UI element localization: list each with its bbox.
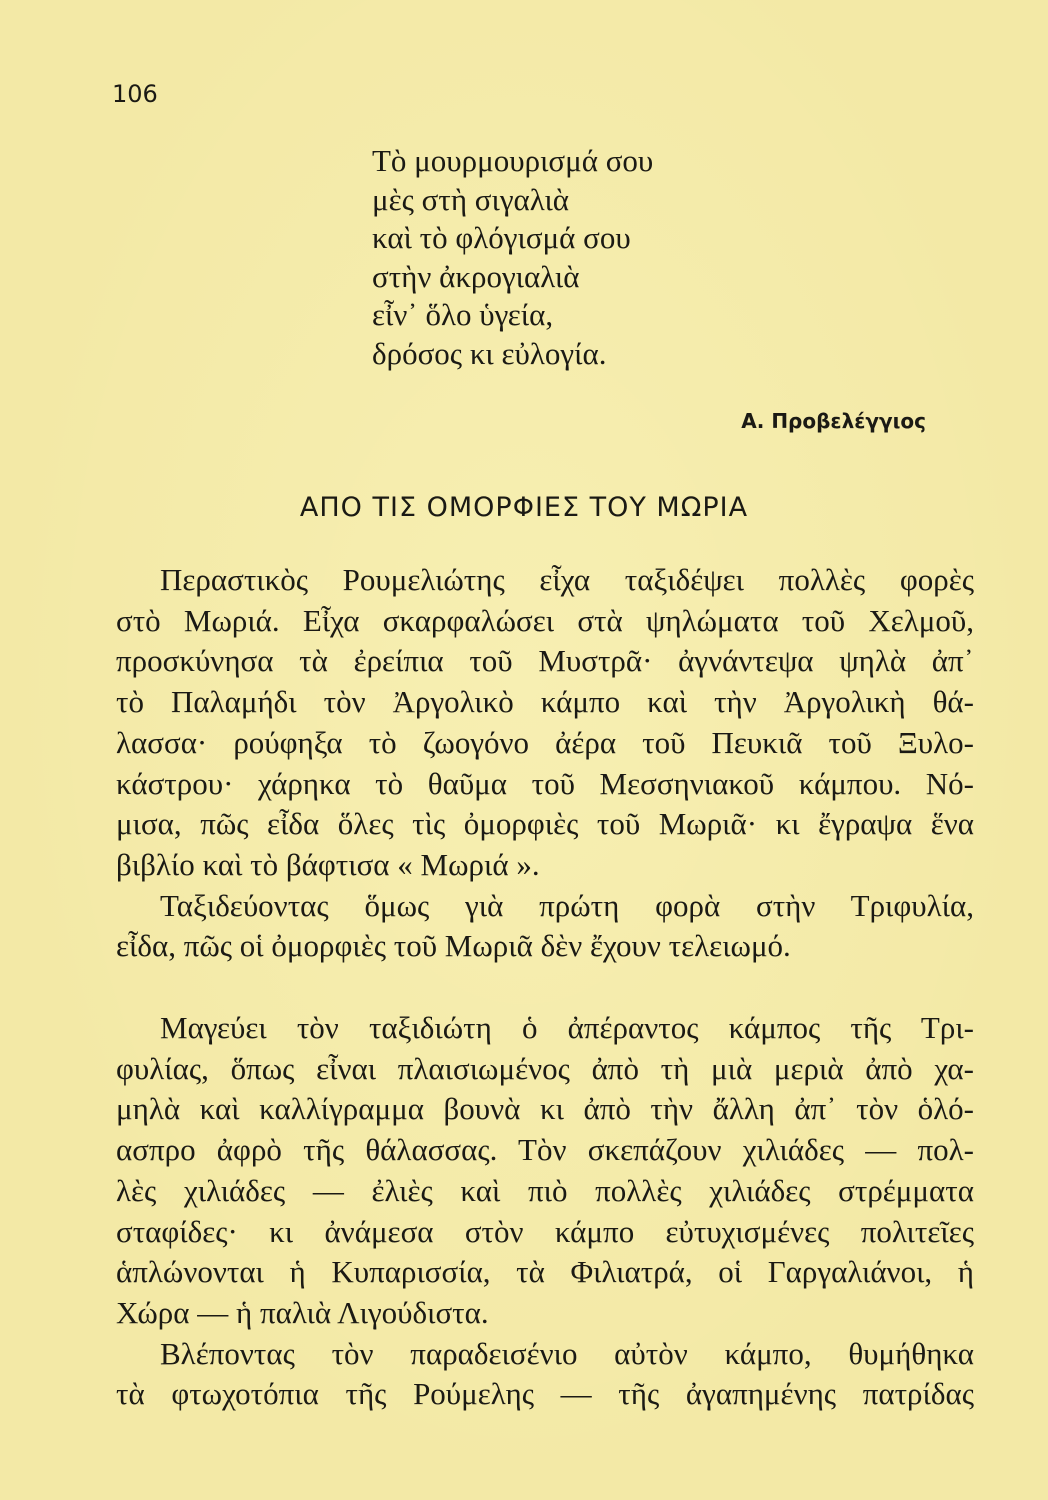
prose-line: βιβλίο καὶ τὸ βάφτισα « Μωριά ». xyxy=(116,846,540,882)
prose-paragraph-group-2 xyxy=(116,1008,974,1415)
prose-line: φυλίας, ὅπως εἶναι πλαισιωμένος ἀπὸ τὴ μιὰ μεριὰ ἀπὸ χα- xyxy=(116,1050,974,1086)
poem-line: καὶ τὸ φλόγισμά σου xyxy=(372,220,631,256)
prose-line: λασσα· ρούφηξα τὸ ζωογόνο ἀέρα τοῦ Πευκιᾶ τοῦ Ξυλο- xyxy=(116,724,974,760)
prose-line: προσκύνησα τὰ ἐρείπια τοῦ Μυστρᾶ· ἀγνάντεψα ψηλὰ ἀπ᾽ xyxy=(116,643,974,679)
prose-line: τὰ φτωχοτόπια τῆς Ρούμελης — τῆς ἀγαπημένης πατρίδας xyxy=(116,1376,974,1412)
prose-line: Περαστικὸς Ρουμελιώτης εἶχα ταξιδέψει πολλὲς φορὲς xyxy=(160,562,974,597)
poem xyxy=(372,142,653,374)
prose-line: στὸ Μωριά. Εἶχα σκαρφαλώσει στὰ ψηλώματα τοῦ Χελμοῦ, xyxy=(116,602,974,638)
prose-paragraph-group-1 xyxy=(116,560,974,967)
prose-line: σταφίδες· κι ἀνάμεσα στὸν κάμπο εὐτυχισμένες πολιτεῖες xyxy=(116,1213,974,1249)
poem-line: Τὸ μουρμουρισμά σου xyxy=(372,143,654,178)
prose-line: κάστρου· χάρηκα τὸ θαῦμα τοῦ Μεσσηνιακοῦ κάμπου. Νό- xyxy=(116,765,974,801)
prose-line: Χώρα — ἡ παλιὰ Λιγούδιστα. xyxy=(116,1294,489,1330)
poem-line: δρόσος κι εὐλογία. xyxy=(372,335,607,371)
prose-line: μισα, πῶς εἶδα ὅλες τὶς ὀμορφιὲς τοῦ Μωριᾶ· κι ἔγραψα ἕνα xyxy=(116,806,974,842)
prose-line: εἶδα, πῶς οἱ ὀμορφιὲς τοῦ Μωριᾶ δὲν ἔχουν τελειωμό. xyxy=(116,928,791,964)
prose-line: ασπρο ἀφρὸ τῆς θάλασσας. Τὸν σκεπάζουν χιλιάδες — πολ- xyxy=(116,1132,974,1168)
prose-line: μηλὰ καὶ καλλίγραμμα βουνὰ κι ἀπὸ τὴν ἄλλη ἀπ᾽ τὸν ὁλό- xyxy=(116,1091,974,1127)
prose-line: Ταξιδεύοντας ὅμως γιὰ πρώτη φορὰ στὴν Τριφυλία, xyxy=(160,887,974,923)
poem-line: εἶν᾽ ὅλο ὑγεία, xyxy=(372,297,554,333)
page-number: 106 xyxy=(112,80,158,108)
poem-line: στὴν ἀκρογιαλιὰ xyxy=(372,258,580,294)
prose-line: τὸ Παλαμήδι τὸν Ἀργολικὸ κάμπο καὶ τὴν Ἀργολικὴ θά- xyxy=(116,684,974,720)
poem-author: Α. Προβελέγγιος xyxy=(741,409,926,433)
prose-line: λὲς χιλιάδες — ἐλιὲς καὶ πιὸ πολλὲς χιλιάδες στρέμματα xyxy=(116,1172,974,1208)
prose-line: ἁπλώνονται ἡ Κυπαρισσία, τὰ Φιλιατρά, οἱ Γαργαλιάνοι, ἡ xyxy=(116,1254,974,1290)
section-title: ΑΠΟ ΤΙΣ ΟΜΟΡΦΙΕΣ ΤΟΥ ΜΩΡΙΑ xyxy=(299,492,749,523)
prose-line: Μαγεύει τὸν ταξιδιώτη ὁ ἀπέραντος κάμπος τῆς Τρι- xyxy=(160,1010,974,1045)
poem-line: μὲς στὴ σιγαλιὰ xyxy=(372,181,570,217)
prose-line: Βλέποντας τὸν παραδεισένιο αὐτὸν κάμπο, θυμήθηκα xyxy=(160,1335,974,1371)
